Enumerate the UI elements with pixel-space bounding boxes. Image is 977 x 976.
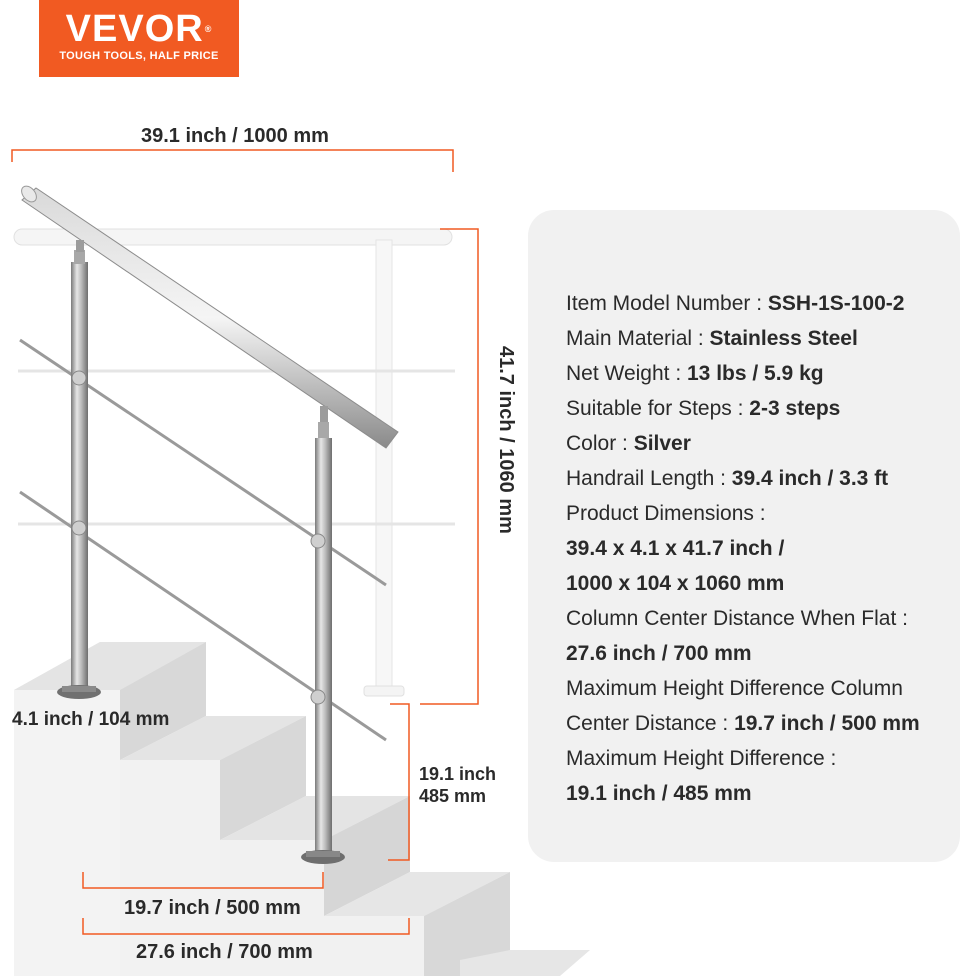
step-height-label-2: 485 mm	[419, 786, 487, 806]
spec-column-flat	[566, 601, 976, 636]
spec-max-height-label: Maximum Height Difference :	[566, 747, 837, 770]
trademark-symbol: ®	[204, 24, 213, 34]
spec-handrail-label: Handrail Length :	[566, 467, 732, 490]
spec-color-label: Color :	[566, 432, 634, 455]
spec-model-value: SSH-1S-100-2	[767, 292, 905, 315]
base-width-label: 4.1 inch / 104 mm	[12, 709, 170, 730]
flat-distance-label: 27.6 inch / 700 mm	[136, 941, 313, 963]
step-height-label-1: 19.1 inch	[419, 764, 497, 784]
spec-steps-value: 2-3 steps	[749, 397, 841, 420]
spec-material-value: Stainless Steel	[709, 327, 858, 350]
spec-material	[566, 321, 976, 356]
spec-model-label: Item Model Number :	[566, 292, 768, 315]
spec-steps	[566, 391, 976, 426]
spec-max-column-2: Center Distance : 19.7 inch / 500 mm	[566, 712, 920, 735]
spec-material-label: Main Material :	[566, 327, 710, 350]
spec-weight-value: 13 lbs / 5.9 kg	[687, 362, 824, 385]
spec-weight	[566, 356, 976, 391]
spec-dimensions-label: Product Dimensions :	[566, 502, 766, 525]
spec-max-column-value: 19.7 inch / 500 mm	[734, 712, 920, 735]
spec-column-flat-label: Column Center Distance When Flat :	[566, 607, 908, 630]
spec-dimensions-value-2: 1000 x 104 x 1060 mm	[566, 572, 785, 595]
spec-dimensions-value-1: 39.4 x 4.1 x 41.7 inch /	[566, 537, 785, 560]
spec-weight-label: Net Weight :	[566, 362, 687, 385]
spec-max-column-1: Maximum Height Difference Column	[566, 677, 903, 700]
spec-max-height	[566, 741, 976, 776]
brand-tagline: TOUGH TOOLS, HALF PRICE	[59, 50, 219, 62]
spec-column-flat-value: 27.6 inch / 700 mm	[566, 642, 752, 665]
inclined-distance-label: 19.7 inch / 500 mm	[124, 897, 301, 919]
brand-name: VEVOR®	[65, 8, 213, 50]
spec-handrail	[566, 461, 976, 496]
height-label: 41.7 inch / 1060 mm	[495, 346, 517, 534]
spec-color-value: Silver	[633, 432, 691, 455]
spec-list	[566, 286, 976, 811]
spec-max-height-value: 19.1 inch / 485 mm	[566, 782, 752, 805]
spec-color	[566, 426, 976, 461]
spec-dimensions	[566, 496, 976, 531]
spec-model	[566, 286, 976, 321]
top-width-label: 39.1 inch / 1000 mm	[141, 125, 329, 147]
spec-handrail-value: 39.4 inch / 3.3 ft	[731, 467, 889, 490]
spec-steps-label: Suitable for Steps :	[566, 397, 750, 420]
